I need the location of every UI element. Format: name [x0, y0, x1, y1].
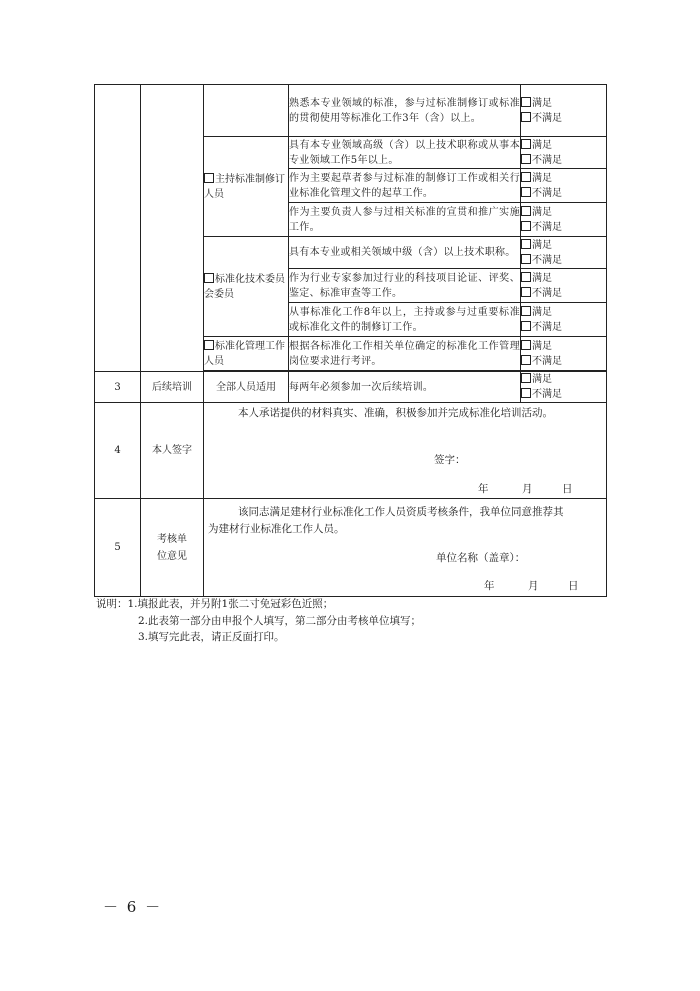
option-satisfied[interactable] [521, 372, 606, 387]
option-satisfied[interactable] [521, 339, 606, 354]
date-year: 年 [478, 483, 489, 495]
option-label: 不满足 [532, 254, 562, 266]
requirement-text: 每两年必须参加一次后续培训。 [289, 372, 521, 403]
option-group [521, 137, 607, 169]
checkbox-icon[interactable] [521, 239, 531, 249]
checkbox-icon[interactable] [521, 139, 531, 149]
checkbox-icon[interactable] [521, 388, 531, 398]
checkbox-icon[interactable] [521, 340, 531, 350]
table-row [95, 372, 607, 403]
checkbox-icon[interactable] [521, 172, 531, 182]
checkbox-icon[interactable] [521, 154, 531, 164]
requirement-text: 作为主要起草者参与过标准的制修订工作或相关行业标准化管理文件的起草工作。 [289, 169, 521, 203]
option-satisfied[interactable] [521, 305, 606, 320]
index-cell-continued [95, 85, 141, 372]
option-label: 不满足 [532, 355, 562, 367]
option-not-satisfied[interactable] [521, 253, 606, 268]
option-group [521, 203, 607, 237]
category-label: 标准化技术委员会委员 [204, 273, 285, 300]
checkbox-icon[interactable] [521, 272, 531, 282]
signature-label: 签字： [434, 454, 466, 466]
option-label: 满足 [532, 172, 552, 184]
option-satisfied[interactable] [521, 96, 606, 111]
row-index: 4 [95, 403, 141, 499]
option-not-satisfied[interactable] [521, 286, 606, 301]
row-index: 5 [95, 499, 141, 597]
option-group [521, 85, 607, 137]
option-label: 不满足 [532, 154, 562, 166]
requirement-text: 作为行业专家参加过行业的科技项目论证、评奖、鉴定、标准审查等工作。 [289, 269, 521, 303]
checkbox-icon[interactable] [521, 287, 531, 297]
option-satisfied[interactable] [521, 271, 606, 286]
page-number: － 6 － [103, 898, 163, 916]
requirement-text: 根据各标准化工作相关单位确定的标准化工作管理岗位要求进行考评。 [289, 337, 521, 371]
option-label: 满足 [532, 272, 552, 284]
option-label: 满足 [532, 97, 552, 109]
option-not-satisfied[interactable] [521, 354, 606, 369]
opinion-area[interactable] [204, 499, 607, 597]
checkbox-icon[interactable] [204, 340, 214, 350]
unit-name-label: 单位名称（盖章）： [436, 552, 526, 564]
requirement-text: 从事标准化工作8年以上，主持或参与过重要标准或标准化文件的制修订工作。 [289, 303, 521, 337]
option-group [521, 237, 607, 269]
checkbox-icon[interactable] [521, 373, 531, 383]
option-label: 满足 [532, 239, 552, 251]
requirement-text: 具有本专业或相关领域中级（含）以上技术职称。 [289, 237, 521, 269]
note-line: 说明：1.填报此表，并另附1张二寸免冠彩色近照； [96, 598, 334, 610]
option-group [521, 269, 607, 303]
category-management-staff [204, 337, 289, 371]
option-label: 不满足 [532, 221, 562, 233]
signature-area[interactable] [204, 403, 607, 499]
option-label: 不满足 [532, 321, 562, 333]
category-committee-member [204, 237, 289, 337]
checkbox-icon[interactable] [521, 112, 531, 122]
checkbox-icon[interactable] [521, 306, 531, 316]
category-all-staff: 全部人员适用 [204, 372, 289, 403]
option-label: 满足 [532, 206, 552, 218]
date-month: 月 [528, 580, 539, 592]
option-satisfied[interactable] [521, 205, 606, 220]
requirement-text: 具有本专业领域高级（含）以上技术职称或从事本专业领域工作5年以上。 [289, 137, 521, 169]
table-row [95, 499, 607, 597]
option-not-satisfied[interactable] [521, 320, 606, 335]
checkbox-icon[interactable] [204, 173, 214, 183]
option-not-satisfied[interactable] [521, 111, 606, 126]
date-year: 年 [484, 580, 495, 592]
category-label: 标准化管理工作人员 [204, 340, 285, 367]
checkbox-icon[interactable] [521, 206, 531, 216]
option-label: 满足 [532, 306, 552, 318]
option-group [521, 169, 607, 203]
option-label: 满足 [532, 374, 552, 385]
date-day: 日 [562, 483, 573, 495]
item-cell-continued [141, 85, 204, 372]
requirement-text: 作为主要负责人参与过相关标准的宣贯和推广实施工作。 [289, 203, 521, 237]
category-cell-continued [204, 85, 289, 137]
option-satisfied[interactable] [521, 171, 606, 186]
checkbox-icon[interactable] [521, 97, 531, 107]
date-day: 日 [568, 580, 579, 592]
option-label: 不满足 [532, 287, 562, 299]
option-group [521, 372, 607, 403]
table-row [95, 85, 607, 137]
row-item-label: 后续培训 [141, 372, 204, 403]
option-not-satisfied[interactable] [521, 153, 606, 168]
category-chief-editor [204, 137, 289, 237]
checkbox-icon[interactable] [521, 321, 531, 331]
option-label: 满足 [532, 139, 552, 151]
row-item-label: 本人签字 [141, 403, 204, 499]
note-line: 2.此表第一部分由申报个人填写，第二部分由考核单位填写； [138, 614, 422, 627]
option-label: 不满足 [532, 389, 562, 400]
checkbox-icon[interactable] [521, 221, 531, 231]
opinion-line: 为建材行业标准化工作人员。 [208, 523, 345, 535]
option-not-satisfied[interactable] [521, 387, 606, 402]
pledge-text: 本人承诺提供的材料真实、准确，积极参加并完成标准化培训活动。 [238, 407, 553, 419]
opinion-line: 该同志满足建材行业标准化工作人员资质考核条件，我单位同意推荐其 [238, 506, 564, 518]
checkbox-icon[interactable] [521, 355, 531, 365]
option-group [521, 337, 607, 371]
checkbox-icon[interactable] [521, 187, 531, 197]
option-label: 满足 [532, 340, 552, 352]
qualification-form-table [94, 84, 607, 597]
note-line: 3.填写完此表，请正反面打印。 [138, 631, 285, 643]
option-label: 不满足 [532, 112, 562, 124]
option-satisfied[interactable] [521, 138, 606, 153]
option-label: 不满足 [532, 187, 562, 199]
date-month: 月 [522, 483, 533, 495]
row-item-label: 考核单位意见 [141, 499, 204, 597]
checkbox-icon[interactable] [521, 254, 531, 264]
row-index: 3 [95, 372, 141, 403]
option-not-satisfied[interactable] [521, 220, 606, 235]
checkbox-icon[interactable] [204, 273, 214, 283]
requirement-text: 熟悉本专业领域的标准，参与过标准制修订或标准的贯彻使用等标准化工作3年（含）以上。 [289, 85, 521, 137]
category-label: 主持标准制修订人员 [204, 173, 285, 200]
option-satisfied[interactable] [521, 238, 606, 253]
table-row [95, 403, 607, 499]
option-not-satisfied[interactable] [521, 186, 606, 201]
option-group [521, 303, 607, 337]
notes-section [96, 596, 421, 646]
